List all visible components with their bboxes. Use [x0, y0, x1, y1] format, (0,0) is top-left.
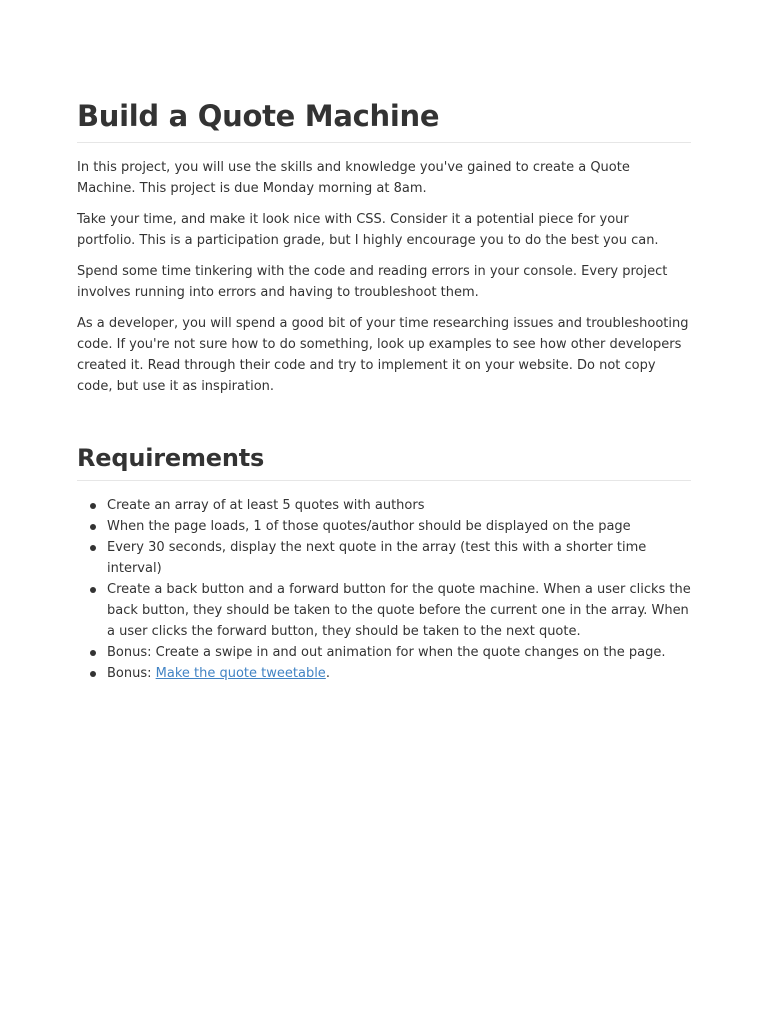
bullet-icon — [90, 503, 96, 509]
tweetable-link[interactable]: Make the quote tweetable — [155, 666, 326, 681]
bullet-icon — [90, 650, 96, 656]
list-item-text: Create a back button and a forward button for the quote machine. When a user clicks the back button, they should be taken to the quote before the current one in the array. When a user clicks the forward button, they should be taken to the next quote. — [107, 582, 691, 639]
page-title: Build a Quote Machine — [77, 94, 691, 143]
list-item-text: Bonus: Create a swipe in and out animation for when the quote changes on the page. — [107, 645, 666, 660]
intro-paragraph: As a developer, you will spend a good bit of your time researching issues and troubleshooting code. If you're not sure how to do something, look up examples to see how other developers created it. Read through their code and try to implement it on your website. Do not copy code, but use it as inspiration. — [77, 316, 689, 394]
requirements-list — [77, 495, 691, 684]
bullet-icon — [90, 524, 96, 530]
list-item-suffix: . — [325, 666, 330, 681]
bullet-icon — [90, 587, 96, 593]
bullet-icon — [90, 545, 96, 551]
list-item-text: When the page loads, 1 of those quotes/author should be displayed on the page — [107, 519, 631, 534]
list-item-text: Create an array of at least 5 quotes with authors — [107, 498, 425, 513]
list-item — [107, 579, 691, 642]
list-item — [107, 516, 691, 537]
list-item-prefix: Bonus: — [107, 666, 156, 681]
requirements-heading: Requirements — [77, 441, 691, 481]
intro-section — [77, 157, 691, 397]
list-item — [107, 663, 691, 684]
intro-paragraph: Spend some time tinkering with the code and reading errors in your console. Every project involves running into errors and having to troubleshoot them. — [77, 264, 668, 300]
list-item-text: Every 30 seconds, display the next quote in the array (test this with a shorter time interval) — [107, 540, 647, 576]
bullet-icon — [90, 671, 96, 677]
intro-paragraph: In this project, you will use the skills and knowledge you've gained to create a Quote Machine. This project is due Monday morning at 8am. — [77, 160, 630, 196]
list-item — [107, 537, 691, 579]
document-body — [77, 94, 691, 684]
list-item — [107, 642, 691, 663]
intro-paragraph: Take your time, and make it look nice with CSS. Consider it a potential piece for your portfolio. This is a participation grade, but I highly encourage you to do the best you can. — [77, 212, 659, 248]
list-item — [107, 495, 691, 516]
